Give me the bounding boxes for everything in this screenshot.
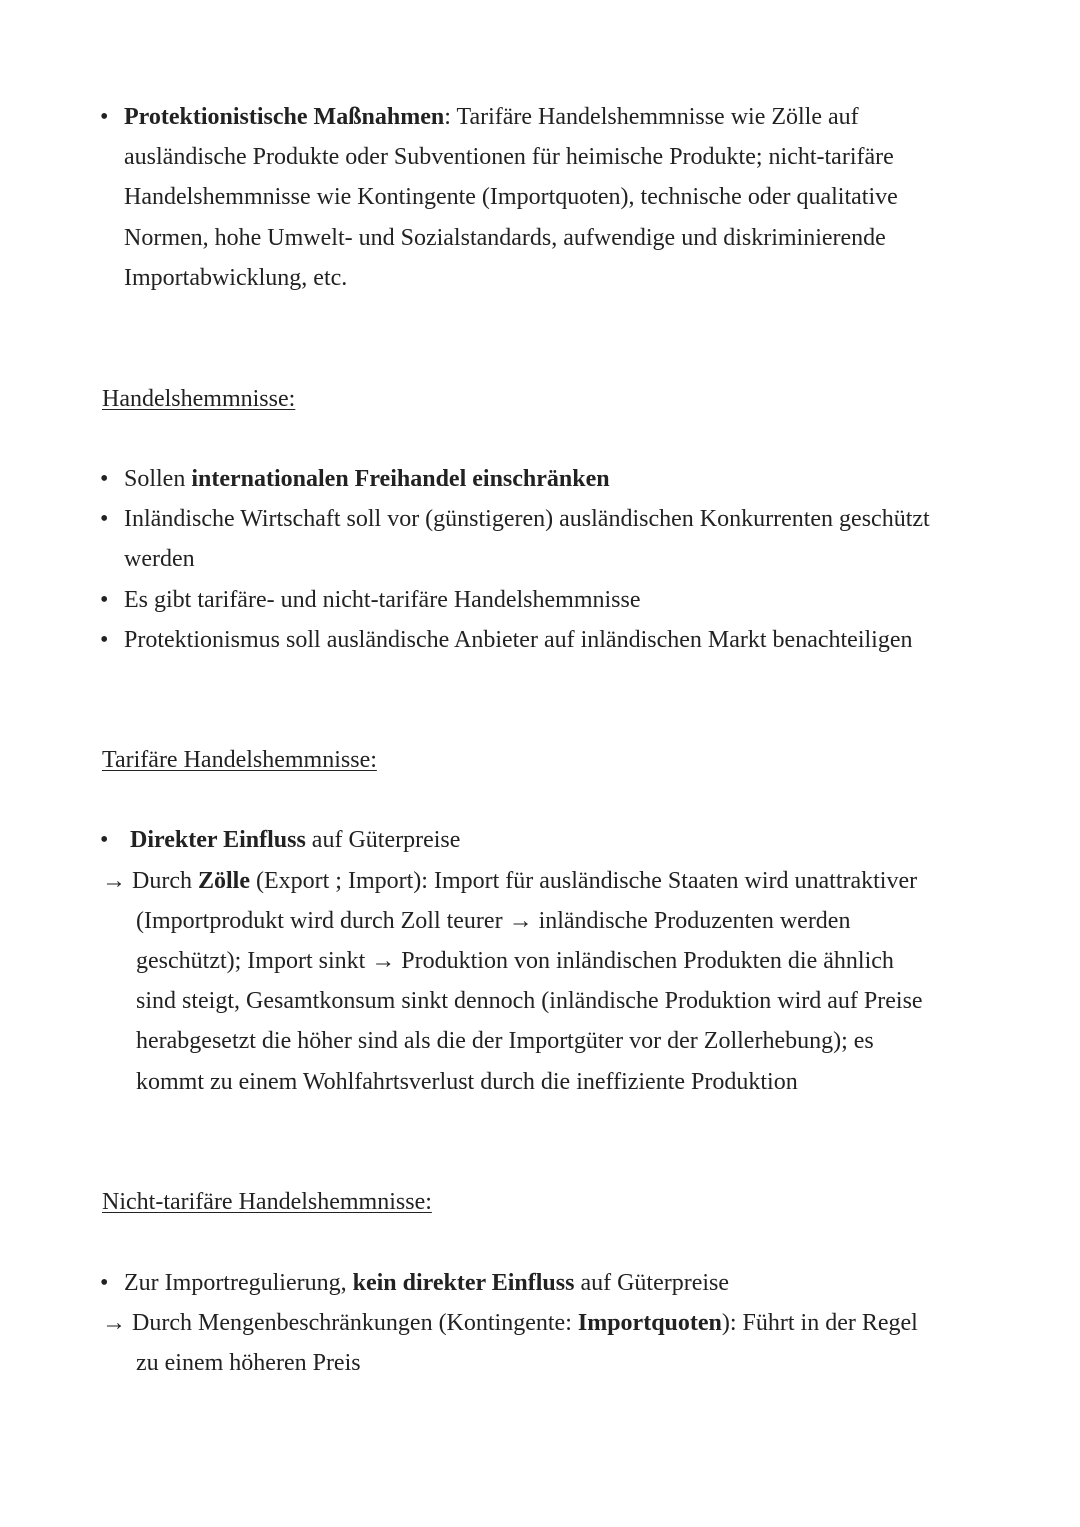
list-item: Zur Importregulierung, kein direkter Einfluss auf Güterpreise [124, 1270, 730, 1296]
paragraph-line: Normen, hohe Umwelt- und Sozialstandards, aufwendige und diskriminierende [124, 225, 886, 251]
bullet-marker: • [100, 1270, 109, 1296]
list-item: Direkter Einfluss auf Güterpreise [130, 827, 461, 853]
list-item-continuation: werden [124, 546, 195, 572]
paragraph-line: herabgesetzt die höher sind als die der Importgüter vor der Zollerhebung); es [136, 1028, 874, 1054]
paragraph-line: geschützt); Import sinkt → Produktion von inländischen Produkten die ähnlich [136, 948, 894, 974]
section-heading: Nicht-tarifäre Handelshemmnisse: [102, 1189, 432, 1215]
list-item: Sollen internationalen Freihandel einschränken [124, 466, 610, 492]
list-item: Inländische Wirtschaft soll vor (günstigeren) ausländischen Konkurrenten geschützt [124, 506, 930, 532]
bullet-marker: • [100, 466, 109, 492]
bullet-marker: • [100, 587, 109, 613]
bullet-marker: • [100, 104, 109, 130]
paragraph-line: Importabwicklung, etc. [124, 265, 348, 291]
section-heading: Tarifäre Handelshemmnisse: [102, 747, 377, 773]
bold-term: Protektionistische Maßnahmen [124, 104, 445, 130]
paragraph-line: Protektionistische Maßnahmen: Tarifäre Handelshemmnisse wie Zölle auf [124, 104, 859, 130]
paragraph-line: zu einem höheren Preis [136, 1350, 361, 1376]
section-heading: Handelshemmnisse: [102, 386, 296, 412]
paragraph-line: (Importprodukt wird durch Zoll teurer → inländische Produzenten werden [136, 908, 851, 934]
arrow-line: → Durch Mengenbeschränkungen (Kontingente: Importquoten): Führt in der Regel [102, 1310, 918, 1336]
paragraph-line: Handelshemmnisse wie Kontingente (Importquoten), technische oder qualitative [124, 184, 898, 210]
paragraph-line: ausländische Produkte oder Subventionen für heimische Produkte; nicht-tarifäre [124, 144, 894, 170]
paragraph-line: sind steigt, Gesamtkonsum sinkt dennoch (inländische Produktion wird auf Preise [136, 988, 923, 1014]
arrow-icon: → [102, 868, 126, 894]
bullet-marker: • [100, 827, 109, 853]
paragraph-line: kommt zu einem Wohlfahrtsverlust durch die ineffiziente Produktion [136, 1069, 798, 1095]
arrow-line: → Durch Zölle (Export ; Import): Import für ausländische Staaten wird unattraktiver [102, 868, 918, 894]
list-item: Es gibt tarifäre- und nicht-tarifäre Handelshemmnisse [124, 587, 641, 613]
bullet-marker: • [100, 506, 109, 532]
list-item: Protektionismus soll ausländische Anbieter auf inländischen Markt benachteiligen [124, 627, 913, 653]
bullet-marker: • [100, 627, 109, 653]
arrow-icon: → [102, 1310, 126, 1336]
